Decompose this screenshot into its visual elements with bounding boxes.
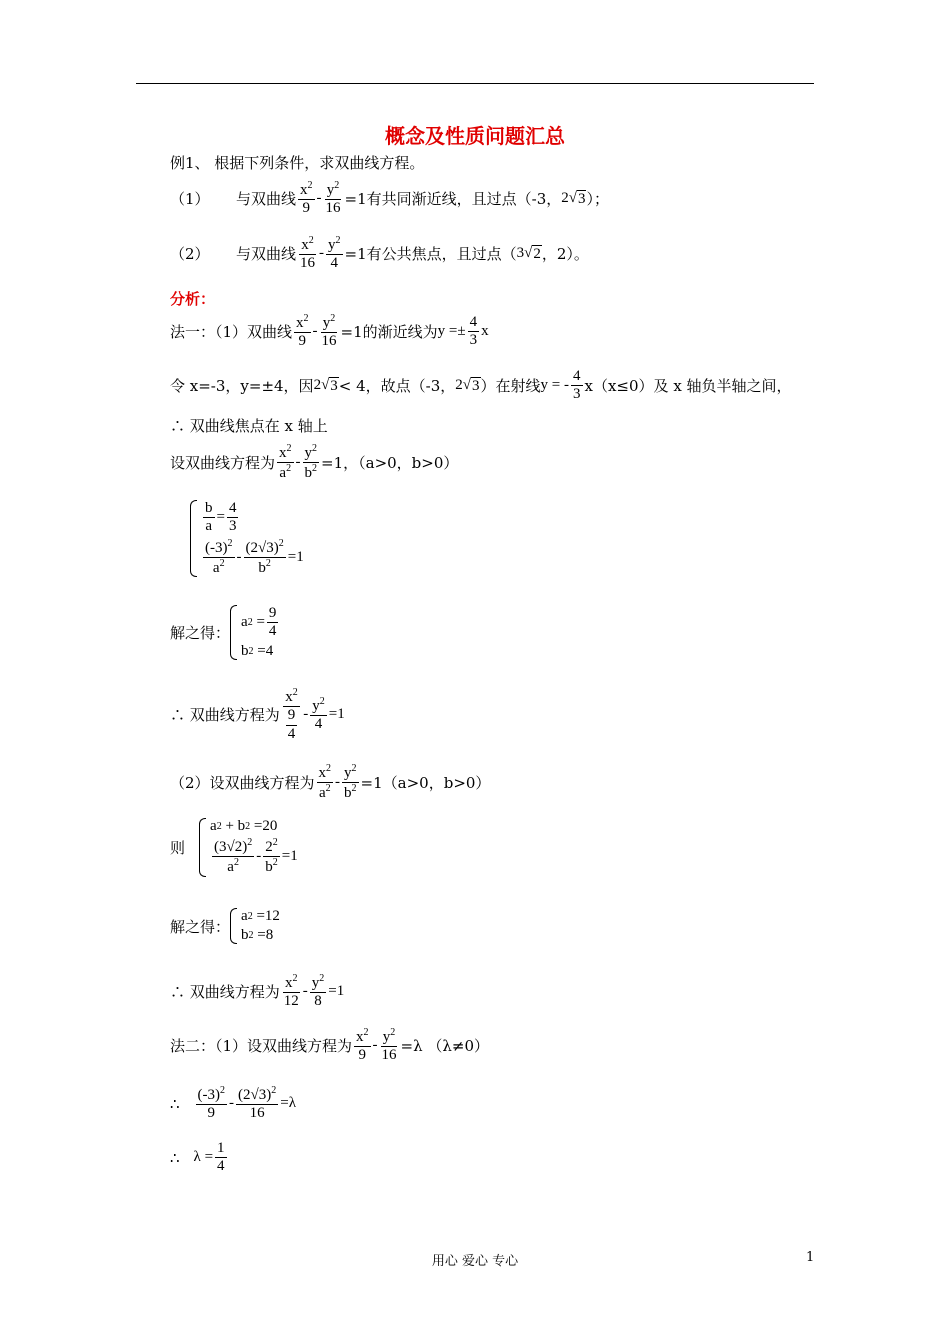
- question-2: （2） 与双曲线 $\frac{x^2}{16}$ - $\frac{y^2}{4}$ =1有公共焦点，且过点（ 3√ 2 ，2）。: [170, 235, 589, 272]
- page-title: 概念及性质问题汇总: [385, 124, 565, 148]
- let-line: 令 x=-3，y=±4，因 2√ 3 < 4，故点（-3， 2√ 3 ）在射线 y = - $\frac{4}{3}$ x（x≤0）及 x 轴负半轴之间，: [170, 368, 792, 403]
- page-footer: 用心 爱心 专心: [431, 1254, 519, 1269]
- system-1: $\frac{b}{a}$ = $\frac{4}{3}$ $\frac{(-3)^2}{a^2}$ - $\frac{(2√3)^2}{b^2}$ =1: [190, 500, 304, 577]
- lambda-result: ∴ λ = $\frac{1}{4}$: [170, 1140, 225, 1175]
- example-line: 例1、 根据下列条件，求双曲线方程。: [170, 154, 425, 172]
- result-1: ∴ 双曲线方程为 $\frac{x^2}{\frac{9}{4}}$ - $\frac{y^2}{4}$ =1: [170, 687, 345, 742]
- method2-line: 法二：（1）设双曲线方程为 $\frac{x^2}{9}$ - $\frac{y^2}{16}$ =λ （λ≠0）: [170, 1027, 490, 1064]
- solution-2: 解之得： a 2 =12 b 2 =8: [170, 908, 280, 943]
- result-2: ∴ 双曲线方程为 $\frac{x^2}{12}$ - $\frac{y^2}{8}$ =1: [170, 973, 345, 1010]
- lambda-equation: ∴ $\frac{(-3)^2}{9}$ - $\frac{(2√3)^2}{16}$ =λ: [170, 1085, 297, 1122]
- method1-line: 法一：（1）双曲线 $\frac{x^2}{9}$ - $\frac{y^2}{16}$ =1的渐近线为 y =± $\frac{4}{3}$ x: [170, 313, 489, 350]
- set-equation-1: 设双曲线方程为 $\frac{x^2}{a^2}$ - $\frac{y^2}{b^2}$ =1，（a>0，b>0）: [170, 443, 459, 482]
- focus-line: ∴ 双曲线焦点在 x 轴上: [170, 417, 328, 435]
- page-number: 1: [806, 1250, 815, 1265]
- question-1: （1） 与双曲线 $\frac{x^2}{9}$ - $\frac{y^2}{16}$ =1有共同渐近线，且过点（-3， 2√ 3 ）；: [170, 180, 609, 217]
- part-2-setup: （2）设双曲线方程为 $\frac{x^2}{a^2}$ - $\frac{y^2}{b^2}$ =1（a>0，b>0）: [170, 763, 491, 802]
- system-2: 则 a 2 + b 2 =20 $\frac{(3√2)^2}{a^2}$ - $\frac{2^2}{b^2}$ =1: [170, 818, 298, 876]
- analysis-label: 分析：: [170, 290, 216, 308]
- solution-1: 解之得： a 2 = $\frac{9}{4}$ b 2 =4: [170, 605, 277, 659]
- header-rule: [136, 83, 814, 84]
